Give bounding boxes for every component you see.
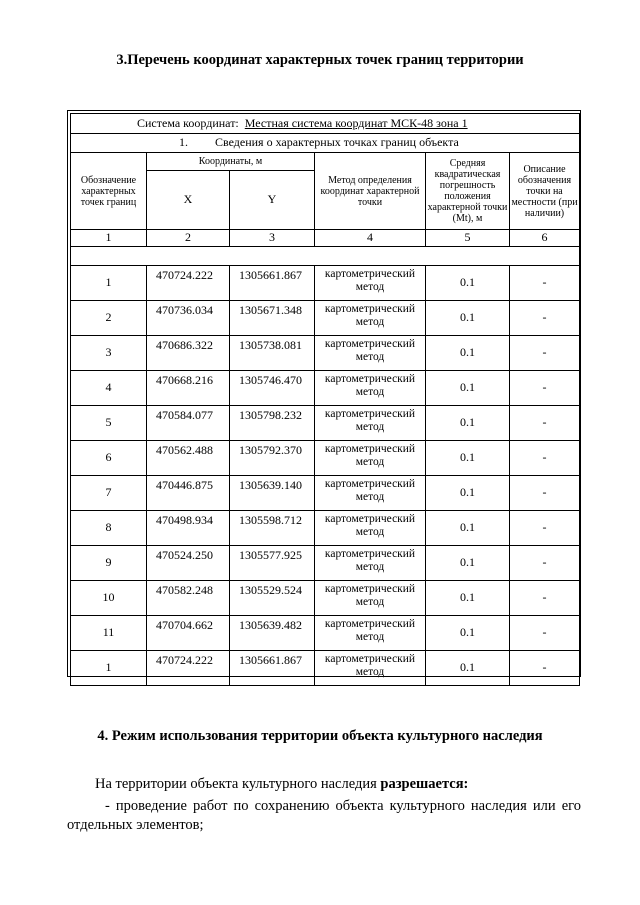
method-line-1: картометрический	[324, 548, 416, 560]
accuracy-cell: 0.1	[426, 616, 510, 651]
table-row	[71, 406, 580, 441]
table-row	[71, 651, 580, 686]
method-cell	[315, 616, 426, 651]
method-line-2: метод	[355, 280, 385, 293]
column-number: 4	[315, 230, 426, 247]
method-line-2: метод	[355, 525, 385, 538]
description-cell: -	[510, 301, 580, 336]
x-cell: 470524.250	[147, 546, 230, 581]
column-number: 3	[230, 230, 315, 247]
point-cell: 6	[71, 441, 147, 476]
method-cell	[315, 336, 426, 371]
x-cell: 470704.662	[147, 616, 230, 651]
point-cell: 2	[71, 301, 147, 336]
table-row	[71, 441, 580, 476]
paragraph-permitted-text: На территории объекта культурного наследия	[95, 776, 381, 792]
y-cell: 1305746.470	[230, 371, 315, 406]
method-line-2: метод	[355, 420, 385, 433]
x-cell: 470446.875	[147, 476, 230, 511]
accuracy-cell: 0.1	[426, 266, 510, 301]
table-row	[71, 371, 580, 406]
header-accuracy: Средняя квадратическая погрешность положения характерной точки (Mt), м	[426, 153, 510, 230]
method-cell	[315, 546, 426, 581]
method-line-2: метод	[355, 490, 385, 503]
y-cell: 1305661.867	[230, 651, 315, 686]
method-line-2: метод	[355, 315, 385, 328]
paragraph-works: - проведение работ по сохранению объекта культурного наследия или его отдельных элементов;	[67, 798, 581, 833]
method-line-2: метод	[355, 350, 385, 363]
method-line-1: картометрический	[324, 583, 416, 595]
table-row	[71, 266, 580, 301]
coordinate-system-cell	[71, 114, 580, 134]
y-cell: 1305671.348	[230, 301, 315, 336]
method-line-1: картометрический	[324, 373, 416, 385]
method-cell	[315, 651, 426, 686]
method-line-1: картометрический	[324, 618, 416, 630]
coordinates-table	[70, 113, 580, 686]
accuracy-cell: 0.1	[426, 301, 510, 336]
method-line-2: метод	[355, 560, 385, 573]
description-cell: -	[510, 406, 580, 441]
header-y: Y	[230, 171, 315, 230]
method-cell	[315, 581, 426, 616]
subsection-title: Сведения о характерных точках границ объекта	[215, 135, 459, 150]
description-cell: -	[510, 476, 580, 511]
x-cell: 470562.488	[147, 441, 230, 476]
x-cell: 470582.248	[147, 581, 230, 616]
description-cell: -	[510, 511, 580, 546]
point-cell: 11	[71, 616, 147, 651]
accuracy-cell: 0.1	[426, 651, 510, 686]
point-cell: 4	[71, 371, 147, 406]
point-cell: 10	[71, 581, 147, 616]
table-row	[71, 476, 580, 511]
accuracy-cell: 0.1	[426, 336, 510, 371]
point-cell: 1	[71, 651, 147, 686]
point-cell: 8	[71, 511, 147, 546]
accuracy-cell: 0.1	[426, 546, 510, 581]
description-cell: -	[510, 651, 580, 686]
column-number: 1	[71, 230, 147, 247]
coordinate-system-label: Система координат:	[137, 115, 239, 130]
point-cell: 7	[71, 476, 147, 511]
blank-row	[71, 247, 580, 266]
point-cell: 3	[71, 336, 147, 371]
method-cell	[315, 371, 426, 406]
table-row	[71, 546, 580, 581]
description-cell: -	[510, 616, 580, 651]
accuracy-cell: 0.1	[426, 371, 510, 406]
accuracy-cell: 0.1	[426, 441, 510, 476]
x-cell: 470736.034	[147, 301, 230, 336]
x-cell: 470498.934	[147, 511, 230, 546]
method-cell	[315, 476, 426, 511]
table-row	[71, 336, 580, 371]
description-cell: -	[510, 546, 580, 581]
paragraph-permitted	[95, 776, 468, 793]
x-cell: 470686.322	[147, 336, 230, 371]
method-line-1: картометрический	[324, 303, 416, 315]
description-cell: -	[510, 266, 580, 301]
point-cell: 9	[71, 546, 147, 581]
method-line-2: метод	[355, 385, 385, 398]
table-row	[71, 511, 580, 546]
accuracy-cell: 0.1	[426, 406, 510, 441]
point-cell: 1	[71, 266, 147, 301]
y-cell: 1305529.524	[230, 581, 315, 616]
accuracy-cell: 0.1	[426, 581, 510, 616]
subsection-cell	[71, 134, 580, 153]
point-cell: 5	[71, 406, 147, 441]
x-cell: 470584.077	[147, 406, 230, 441]
method-line-1: картометрический	[324, 268, 416, 280]
method-line-1: картометрический	[324, 338, 416, 350]
method-line-2: метод	[355, 665, 385, 678]
method-line-1: картометрический	[324, 443, 416, 455]
x-cell: 470724.222	[147, 651, 230, 686]
header-description: Описание обозначения точки на местности (при наличии)	[510, 153, 580, 230]
paragraph-permitted-bold: разрешается:	[380, 776, 469, 792]
header-method: Метод определения координат характерной точки	[315, 153, 426, 230]
method-cell	[315, 511, 426, 546]
y-cell: 1305661.867	[230, 266, 315, 301]
y-cell: 1305792.370	[230, 441, 315, 476]
column-number: 2	[147, 230, 230, 247]
description-cell: -	[510, 581, 580, 616]
column-number: 5	[426, 230, 510, 247]
method-line-1: картометрический	[324, 408, 416, 420]
description-cell: -	[510, 371, 580, 406]
section-3-title: 3.Перечень координат характерных точек границ территории	[116, 52, 524, 68]
accuracy-cell: 0.1	[426, 511, 510, 546]
y-cell: 1305639.140	[230, 476, 315, 511]
coordinate-system-value: Местная система координат МСК-48 зона 1	[244, 115, 468, 130]
header-point: Обозначение характерных точек границ	[71, 153, 147, 230]
method-line-2: метод	[355, 455, 385, 468]
description-cell: -	[510, 441, 580, 476]
header-x: X	[147, 171, 230, 230]
column-number: 6	[510, 230, 580, 247]
method-line-1: картометрический	[324, 478, 416, 490]
method-cell	[315, 441, 426, 476]
accuracy-cell: 0.1	[426, 476, 510, 511]
section-4-title: 4. Режим использования территории объекта культурного наследия	[97, 728, 543, 744]
y-cell: 1305577.925	[230, 546, 315, 581]
y-cell: 1305598.712	[230, 511, 315, 546]
header-coords: Координаты, м	[147, 153, 315, 171]
method-line-2: метод	[355, 630, 385, 643]
x-cell: 470668.216	[147, 371, 230, 406]
y-cell: 1305798.232	[230, 406, 315, 441]
table-row	[71, 581, 580, 616]
method-cell	[315, 406, 426, 441]
method-line-2: метод	[355, 595, 385, 608]
method-line-1: картометрический	[324, 513, 416, 525]
y-cell: 1305639.482	[230, 616, 315, 651]
subsection-number: 1.	[179, 135, 188, 150]
method-line-1: картометрический	[324, 653, 416, 665]
y-cell: 1305738.081	[230, 336, 315, 371]
table-row	[71, 616, 580, 651]
x-cell: 470724.222	[147, 266, 230, 301]
method-cell	[315, 266, 426, 301]
description-cell: -	[510, 336, 580, 371]
method-cell	[315, 301, 426, 336]
table-row	[71, 301, 580, 336]
